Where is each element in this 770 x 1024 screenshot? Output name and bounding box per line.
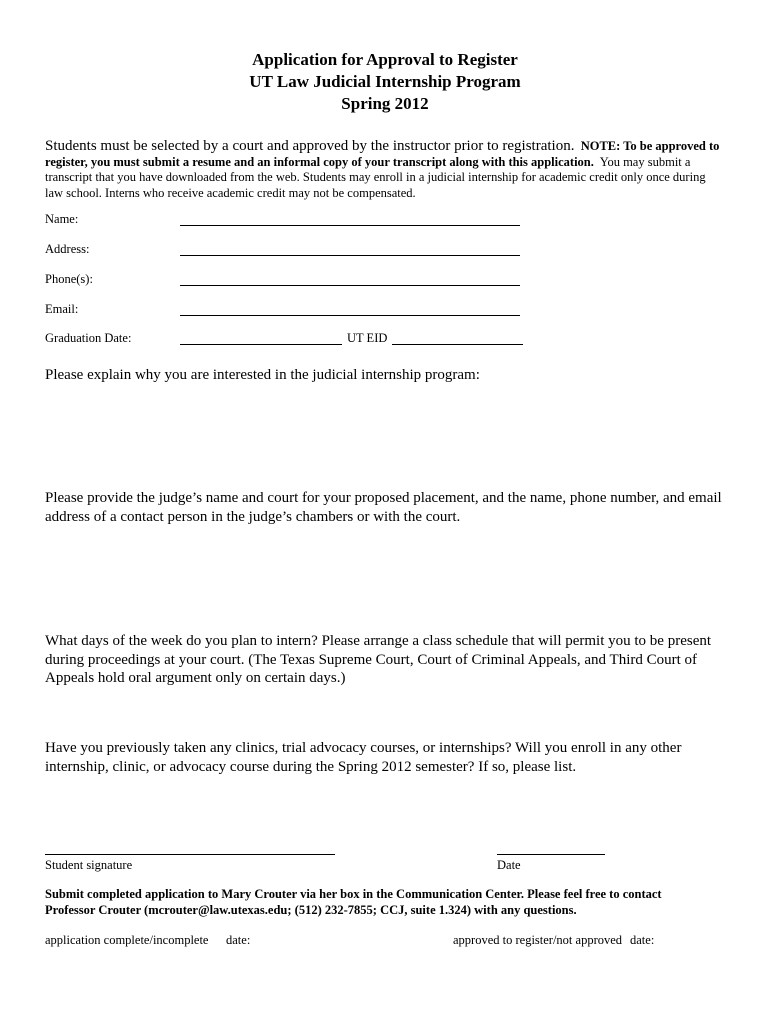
intro-paragraph xyxy=(45,139,725,201)
status-complete-incomplete: application complete/incomplete xyxy=(45,933,209,947)
email-field[interactable] xyxy=(180,315,520,316)
title-line-2: UT Law Judicial Internship Program xyxy=(249,72,521,91)
phone-label: Phone(s): xyxy=(45,272,93,286)
submit-line-2: Professor Crouter (mcrouter@law.utexas.edu; (512) 232-7855; CCJ, suite 1.324) with any questions. xyxy=(45,902,577,917)
graduation-date-field[interactable] xyxy=(180,344,342,345)
signature-date-label: Date xyxy=(497,858,521,872)
question-prior-courses: Have you previously taken any clinics, trial advocacy courses, or internships? Will you enroll in any other internship, clinic, or advocacy course during the Spring 2012 semester? If so, please list. xyxy=(45,740,682,775)
ut-eid-field[interactable] xyxy=(392,344,523,345)
title-line-1: Application for Approval to Register xyxy=(252,50,518,69)
intro-note: NOTE: To be approved to register, you must submit a resume and an informal copy of your transcript along with this application. xyxy=(45,139,720,169)
ut-eid-label: UT EID xyxy=(347,331,388,345)
question-placement: Please provide the judge’s name and court for your proposed placement, and the name, phone number, and email address of a contact person in the judge’s chambers or with the court. xyxy=(45,490,722,525)
question-schedule: What days of the week do you plan to intern? Please arrange a class schedule that will permit you to be present during proceedings at your court. (The Texas Supreme Court, Court of Criminal Appeals, and Third Court of Appeals hold oral argument only on certain days.) xyxy=(45,633,712,686)
phone-field[interactable] xyxy=(180,285,520,286)
answer-interest-area[interactable] xyxy=(45,392,725,482)
status-approved: approved to register/not approved xyxy=(453,933,623,947)
email-label: Email: xyxy=(45,302,79,316)
student-signature-label: Student signature xyxy=(45,858,133,872)
name-label: Name: xyxy=(45,212,79,226)
address-field[interactable] xyxy=(180,255,520,256)
intro-rest: You may submit a transcript that you have downloaded from the web. Students may enroll in a judicial internship for academic credit only once during law school. Interns who receive academic credit may not be compensated. xyxy=(45,154,706,200)
name-field[interactable] xyxy=(180,225,520,226)
answer-placement-area[interactable] xyxy=(45,532,725,627)
answer-prior-courses-area[interactable] xyxy=(45,782,725,847)
student-signature-field[interactable] xyxy=(45,854,335,855)
submit-line-1: Submit completed application to Mary Crouter via her box in the Communication Center. Please feel free to contact xyxy=(45,887,662,901)
question-interest: Please explain why you are interested in the judicial internship program: xyxy=(45,367,480,383)
title-line-3: Spring 2012 xyxy=(341,94,429,113)
status-left-date-label: date: xyxy=(226,933,251,947)
graduation-date-label: Graduation Date: xyxy=(45,331,132,345)
address-label: Address: xyxy=(45,242,90,256)
page-title xyxy=(0,49,770,115)
answer-schedule-area[interactable] xyxy=(45,692,725,737)
signature-date-field[interactable] xyxy=(497,854,605,855)
status-right-date-label: date: xyxy=(630,933,655,947)
intro-lead: Students must be selected by a court and approved by the instructor prior to registration. xyxy=(45,138,575,154)
submit-instructions xyxy=(45,887,735,918)
